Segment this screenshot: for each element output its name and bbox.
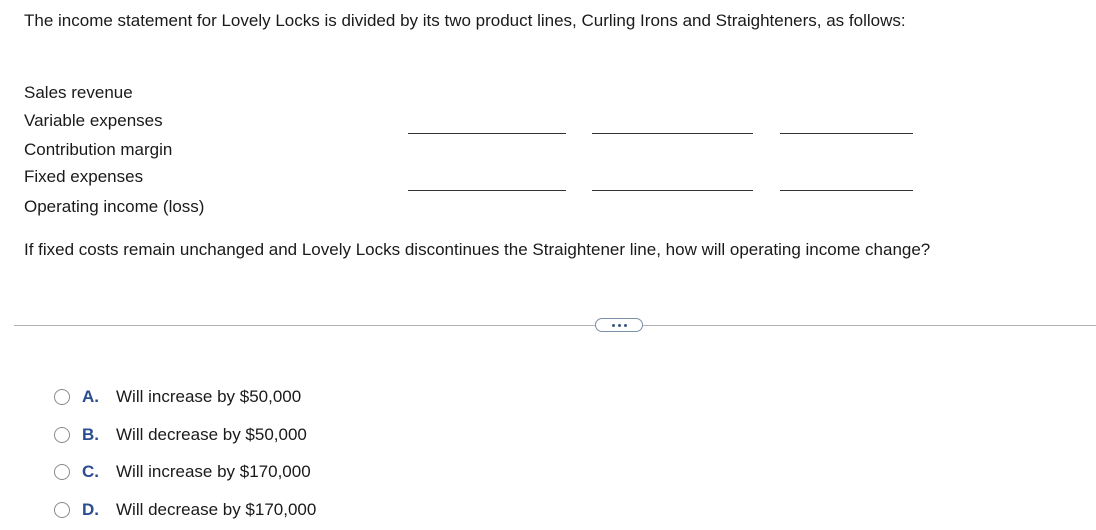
option-text: Will increase by $50,000: [116, 387, 302, 406]
row-label-variable-expenses: Variable expenses: [24, 111, 163, 130]
subtotal-rule-curling: [408, 133, 566, 134]
option-text: Will decrease by $50,000: [116, 425, 307, 444]
option-text: Will increase by $170,000: [116, 462, 311, 481]
row-label-operating-income: Operating income (loss): [24, 197, 205, 216]
row-label-contribution-margin: Contribution margin: [24, 140, 173, 159]
subtotal-rule-straighteners: [592, 133, 753, 134]
total-rule-curling: [408, 190, 566, 191]
subtotal-rule-total: [780, 133, 913, 134]
answer-option-d[interactable]: [54, 499, 316, 521]
row-label-fixed-expenses: Fixed expenses: [24, 167, 144, 186]
option-letter: C.: [82, 462, 99, 481]
radio-button[interactable]: [54, 389, 70, 405]
option-letter: D.: [82, 500, 99, 519]
expand-more-button[interactable]: [595, 318, 643, 332]
total-rule-total: [780, 190, 913, 191]
answer-option-b[interactable]: [54, 424, 307, 446]
row-label-sales-revenue: Sales revenue: [24, 83, 133, 102]
ellipsis-dot: [624, 324, 627, 327]
option-text: Will decrease by $170,000: [116, 500, 317, 519]
question-text: If fixed costs remain unchanged and Lovely Locks discontinues the Straightener line, how will operating income change?: [24, 240, 931, 259]
ellipsis-dot: [618, 324, 621, 327]
answer-option-a[interactable]: [54, 386, 301, 408]
option-letter: B.: [82, 425, 99, 444]
radio-button[interactable]: [54, 464, 70, 480]
section-divider: [14, 325, 1096, 326]
problem-intro: The income statement for Lovely Locks is divided by its two product lines, Curling Irons and Straighteners, as follows:: [24, 11, 906, 30]
radio-button[interactable]: [54, 427, 70, 443]
ellipsis-dot: [612, 324, 615, 327]
total-rule-straighteners: [592, 190, 753, 191]
answer-option-c[interactable]: [54, 461, 311, 483]
radio-button[interactable]: [54, 502, 70, 518]
option-letter: A.: [82, 387, 99, 406]
